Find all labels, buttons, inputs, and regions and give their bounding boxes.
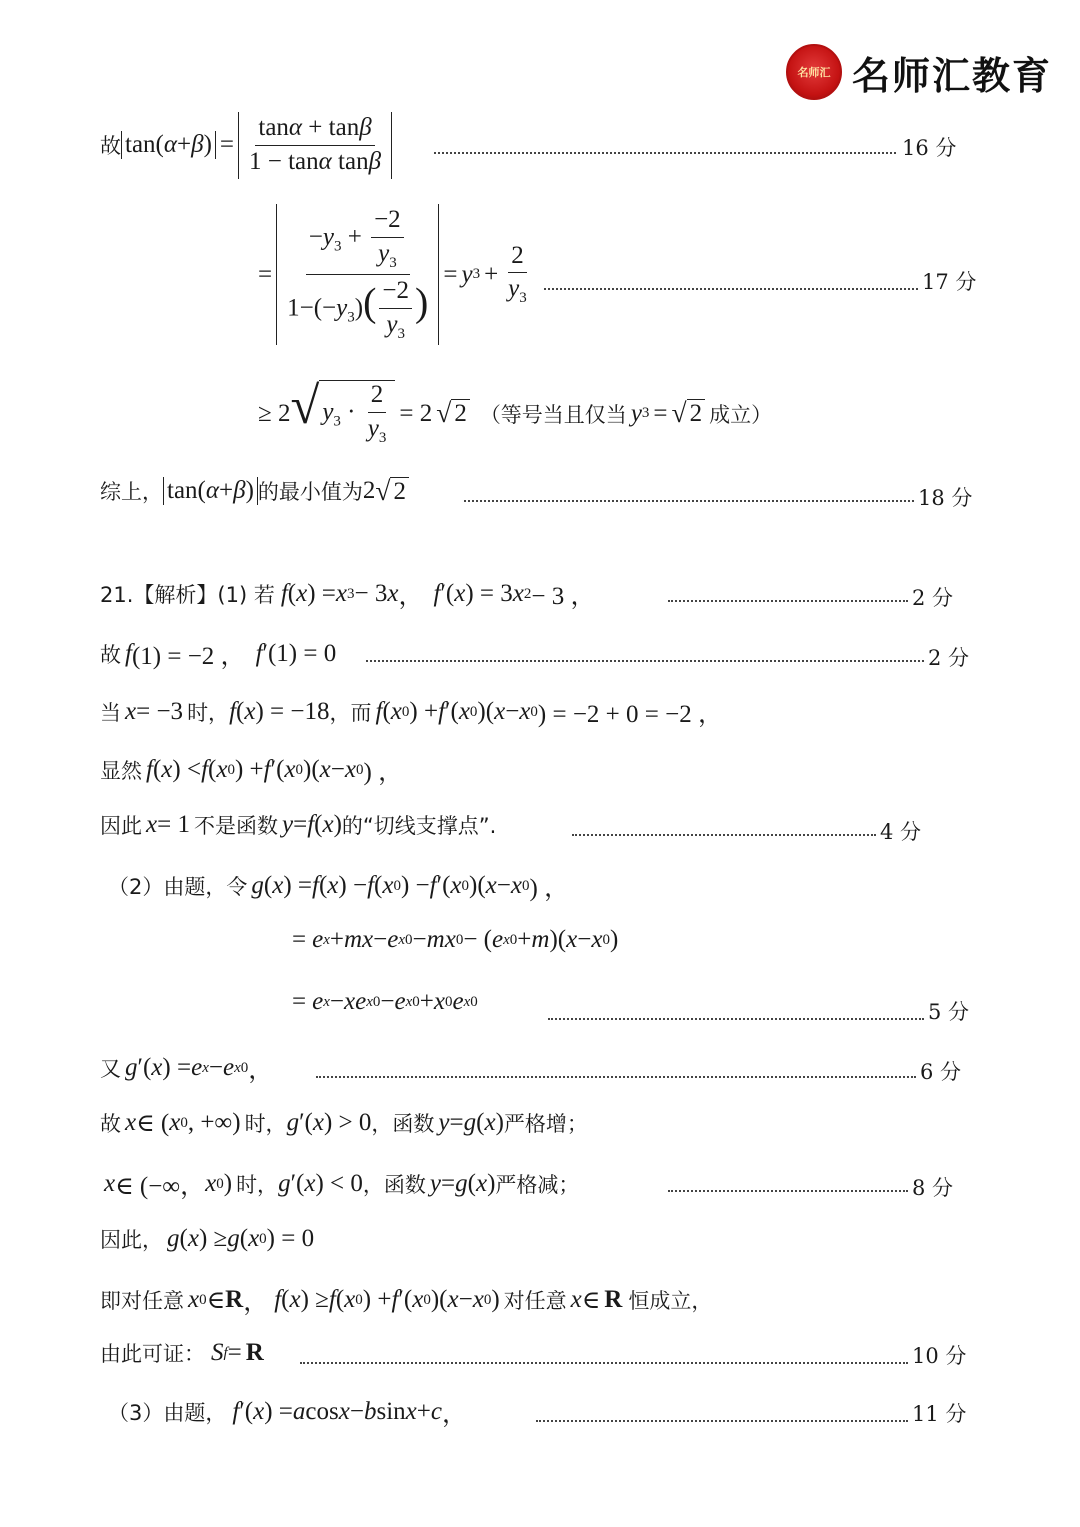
q21-part2-line3: = e x − xe x0 − e x0 + x 0 e x0 <box>292 988 478 1015</box>
q21-part2-line4: 又 g ′( x ) = e x − e x0 ， <box>100 1054 274 1084</box>
leader-dots <box>572 834 876 836</box>
q21-line3: 当 x = −3 时， f ( x ) = −18 ，而 f ( x 0 ) + f ′( x 0 )( x − x 0 ) = −2 + 0 = −2 ， <box>100 698 723 728</box>
q21-part2-line1: （2）由题，令 g ( x ) = f ( x ) − f ( x 0 ) − f ′( x 0 )( x − x 0 ) ， <box>108 872 570 902</box>
q21-line1: 21.【解析】(1) 若 f ( x ) = x 3 − 3 x ， f ′( x ) = 3 x 2 − 3 ， <box>100 580 596 610</box>
score-6: 6 分 <box>920 1060 962 1084</box>
score-10: 10 分 <box>912 1344 967 1368</box>
q21-part2-line9: 由此可证： S f = R <box>100 1339 264 1366</box>
leader-dots <box>668 1190 908 1192</box>
score-4: 4 分 <box>880 820 922 844</box>
score-2a: 2 分 <box>912 586 954 610</box>
logo-seal: 名师汇 <box>786 44 842 100</box>
score-5: 5 分 <box>928 1000 970 1024</box>
q21-part2-line7: 因此， g ( x ) ≥ g ( x 0 ) = 0 <box>100 1225 315 1252</box>
brand-name: 名师汇教育 <box>852 53 1053 98</box>
leader-dots <box>316 1076 916 1078</box>
conclusion-line: 综上， tan(α+β) 的最小值为 2 √ 2 <box>100 476 409 506</box>
score-18: 18 分 <box>918 486 973 510</box>
q21-line5: 因此 x = 1 不是函数 y = f ( x ) 的“切线支撑点”. <box>100 811 497 838</box>
leader-dots <box>536 1420 908 1422</box>
brand-logo <box>786 44 1052 100</box>
leader-dots <box>300 1362 908 1364</box>
q21-line2: 故 f (1) = −2 ， f ′(1) = 0 <box>100 640 337 670</box>
leader-dots <box>434 152 896 154</box>
score-17: 17 分 <box>922 270 977 294</box>
leader-dots <box>548 1018 924 1020</box>
q21-part2-line2: = e x + mx − e x0 − mx 0 − ( e x0 + m )( x − x 0 ) <box>292 926 619 953</box>
q21-line4: 显然 f ( x ) < f ( x 0 ) + f ′( x 0 )( x − x 0 ) ， <box>100 756 404 786</box>
leader-dots <box>464 500 914 502</box>
score-16: 16 分 <box>902 136 957 160</box>
score-8: 8 分 <box>912 1176 954 1200</box>
score-2b: 2 分 <box>928 646 970 670</box>
score-11: 11 分 <box>912 1402 967 1426</box>
eq-16: 故 tan(α+β) = $\frac{\tan\alpha + \tan\beta}{\text{1 − tanα tanβ}}$ <box>100 112 392 179</box>
q21-part2-line8: 即对任意 x 0 ∈ R ， f ( x ) ≥ f ( x 0 ) + f ′( x 0 )( x − x 0 ) 对任意 x ∈ R 恒成立， <box>100 1286 713 1316</box>
q21-part2-line5: 故 x ∈ ( x 0 , +∞) 时， g ′( x ) > 0 ，函数 y = g ( x ) 严格增； <box>100 1109 588 1137</box>
q21-part3-line1: （3）由题， f ′( x ) = a cos x − b sin x + c ， <box>108 1398 467 1428</box>
q21-part2-line6: x ∈ (−∞， x 0 ) 时， g ′( x ) < 0 ，函数 y = g ( x ) 严格减； <box>104 1170 580 1200</box>
leader-dots <box>544 288 918 290</box>
leader-dots <box>668 600 908 602</box>
leader-dots <box>366 660 924 662</box>
eq-ineq: ≥ 2 √ $y_3$ · $\frac{2}{y_3}$ = 2 √ 2 （等号当且仅当 y 3 = √ 2 成立） <box>258 377 773 446</box>
eq-17: = $-y_3$ + $\frac{-2}{y_3}$ $1-(-y_3)$( $\frac{-2}{y_3}$ ) = y 3 + $\frac{2}{y_3}$ <box>258 204 533 345</box>
